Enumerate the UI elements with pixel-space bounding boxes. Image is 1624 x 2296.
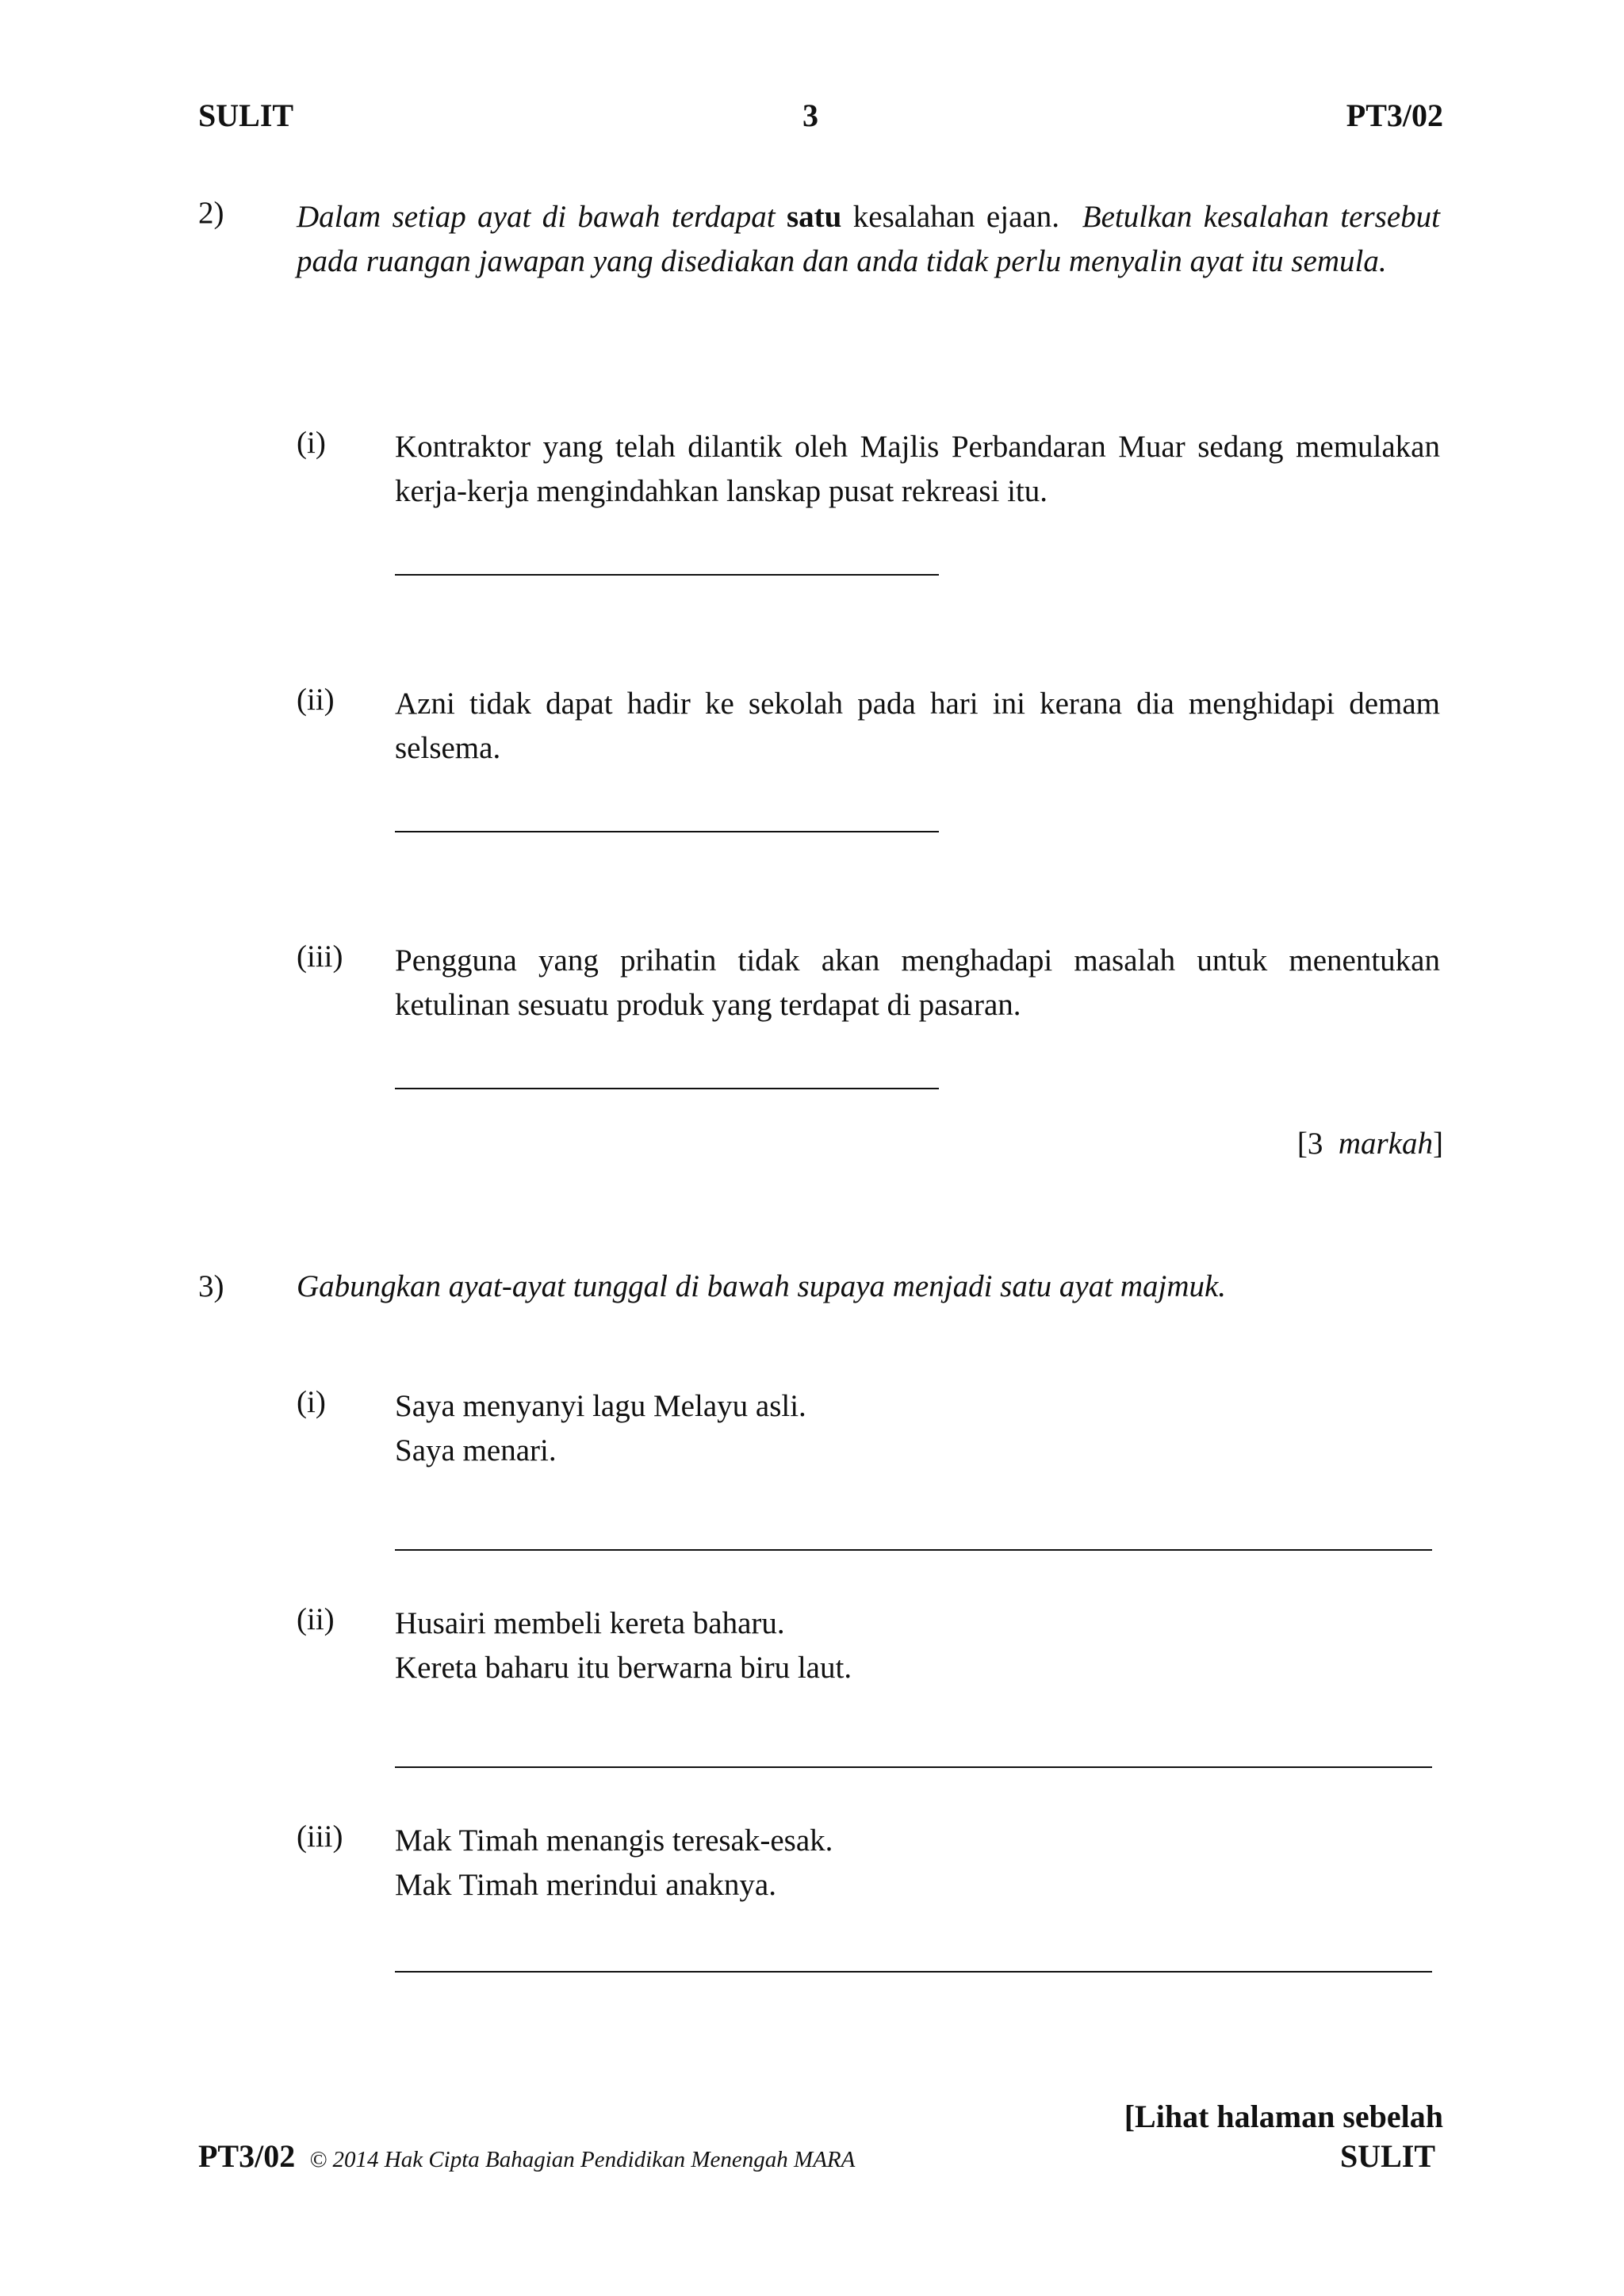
q3-item-1-answer-line[interactable] [395,1549,1432,1551]
q3-item-1-label: (i) [297,1385,326,1419]
q2-item-3-answer-line[interactable] [395,1088,939,1089]
header-sulit: SULIT [198,98,294,133]
q3-item-1-line-1: Saya menyanyi lagu Melayu asli. [395,1389,806,1423]
q3-item-1-sentences [395,1384,806,1473]
question-2-instruction [297,195,1440,284]
q2-item-1-text: Kontraktor yang telah dilantik oleh Majlis Perbandaran Muar sedang memulakan kerja-kerja mengindahkan lanskap pusat rekreasi itu. [395,430,1440,508]
footer-paper-code: PT3/02 [198,2138,296,2174]
q2-item-1-answer-line[interactable] [395,574,939,576]
q3-item-1-line-2: Saya menari. [395,1433,557,1468]
question-3-number: 3) [198,1269,224,1303]
q3-item-3-line-1: Mak Timah menangis teresak-esak. [395,1823,833,1858]
footer-left [198,2137,855,2175]
q3-item-3-line-2: Mak Timah merindui anaknya. [395,1868,776,1902]
q2-instruction-part-c: kesalahan ejaan. [841,200,1059,234]
page-number: 3 [802,98,818,133]
footer-copyright: © 2014 Hak Cipta Bahagian Pendidikan Menengah MARA [309,2147,856,2172]
q2-item-2-text: Azni tidak dapat hadir ke sekolah pada hari ini kerana dia menghidapi demam selsema. [395,687,1440,765]
footer-sulit: SULIT [1339,2138,1435,2174]
q2-item-3-text: Pengguna yang prihatin tidak akan menghadapi masalah untuk menentukan ketulinan sesuatu produk yang terdapat di pasaran. [395,943,1440,1022]
q3-item-3-answer-line[interactable] [395,1971,1432,1973]
q2-item-2-answer-line[interactable] [395,831,939,832]
q2-instruction-part-a: Dalam setiap ayat di bawah terdapat [297,200,787,234]
q2-item-2-label: (ii) [297,683,335,717]
q2-instruction-part-d: Betulkan kesalahan tersebut pada ruangan jawapan yang disediakan dan anda tidak perlu menyalin ayat itu semula. [297,200,1440,278]
q2-item-3-label: (iii) [297,939,343,974]
q2-item-1-label: (i) [297,426,326,460]
q3-item-3-sentences [395,1819,833,1908]
q2-marks [1297,1126,1443,1161]
q3-item-2-answer-line[interactable] [395,1766,1432,1768]
q2-marks-word: markah [1338,1127,1433,1161]
q3-item-2-line-1: Husairi membeli kereta baharu. [395,1606,785,1640]
q3-instruction-text: Gabungkan ayat-ayat tunggal di bawah supaya menjadi satu ayat majmuk. [297,1269,1227,1303]
q3-item-2-line-2: Kereta baharu itu berwarna biru laut. [395,1651,852,1685]
footer-see-next-page: [Lihat halaman sebelah [1124,2099,1443,2134]
header-paper-code: PT3/02 [1346,98,1443,133]
question-3-instruction [297,1269,1226,1304]
q2-instruction-bold: satu [787,200,842,234]
q3-item-2-label: (ii) [297,1602,335,1636]
question-2-number: 2) [198,196,224,230]
q3-item-2-sentences [395,1601,852,1690]
q2-marks-open: [3 [1297,1127,1323,1161]
q3-item-3-label: (iii) [297,1820,343,1854]
q2-marks-close: ] [1433,1127,1443,1161]
